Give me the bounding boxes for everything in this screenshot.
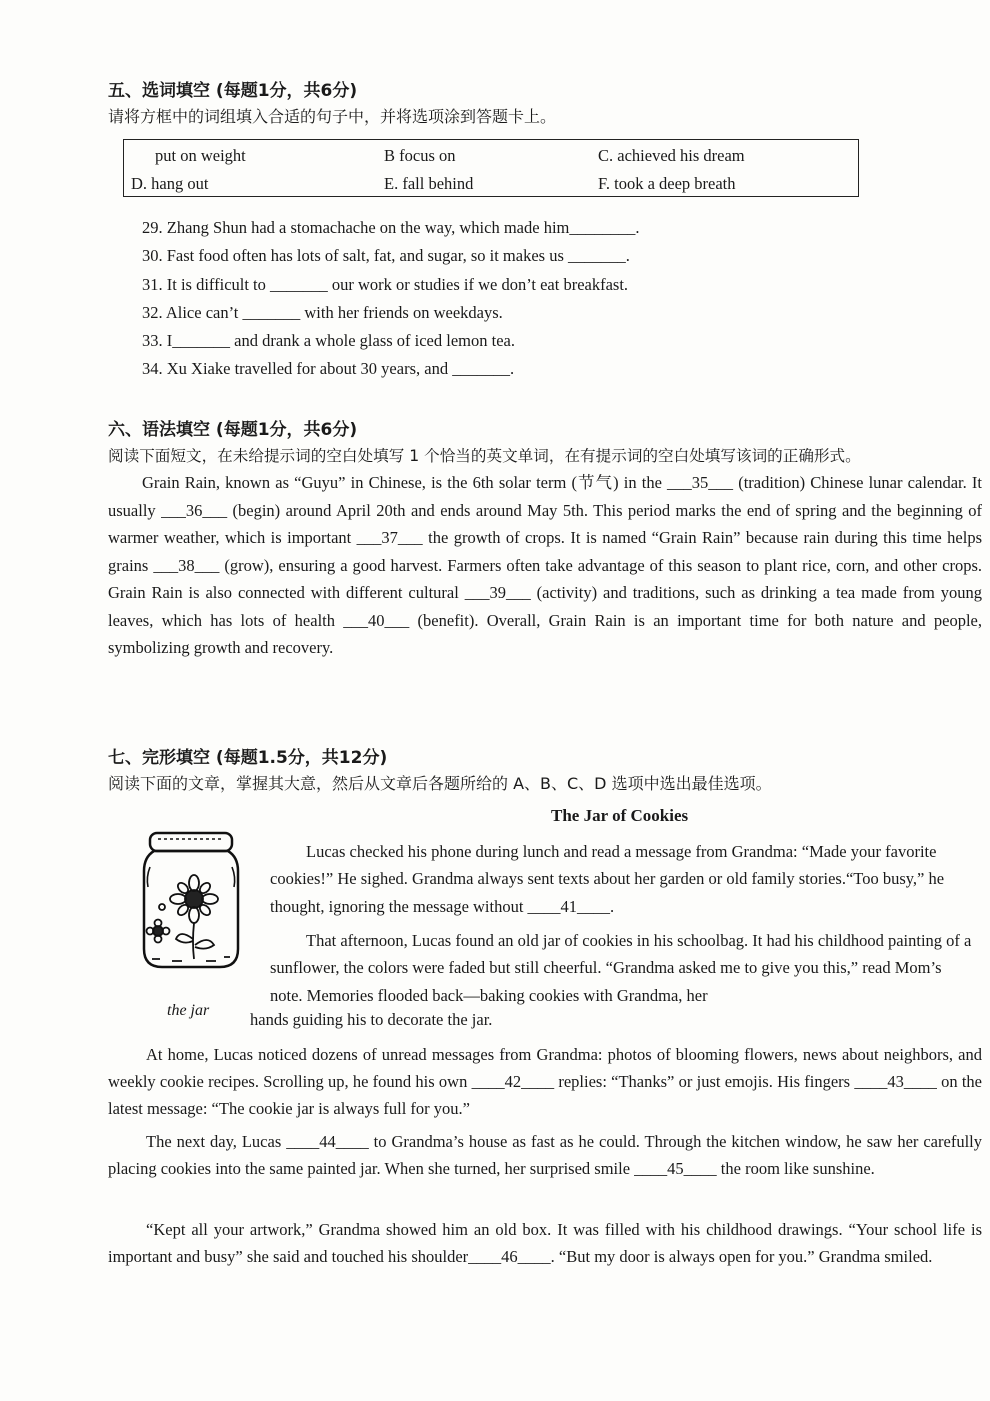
section5-instruction: 请将方框中的词组填入合适的句子中，并将选项涂到答题卡上。 <box>108 107 557 126</box>
paragraph-5: “Kept all your artwork,” Grandma showed him an old box. It was filled with his childhood drawings. “Your school life is important and busy” she said and touched his shoulder____46____. “But my door is always open for you.” Grandma smiled. <box>108 1220 982 1266</box>
question-31: 31. It is difficult to _______ our work or studies if we don’t eat breakfast. <box>142 275 629 294</box>
passage-title: The Jar of Cookies <box>551 806 689 825</box>
question-34: 34. Xu Xiake travelled for about 30 years, and _______. <box>142 359 515 378</box>
question-29: 29. Zhang Shun had a stomachache on the way, which made him________. <box>142 218 640 237</box>
cookie-jar-illustration <box>136 827 246 977</box>
section6-instruction: 阅读下面短文，在未给提示词的空白处填写 1 个恰当的英文单词，在有提示词的空白处填写该词的正确形式。 <box>108 447 861 465</box>
paragraph-1: Lucas checked his phone during lunch and read a message from Grandma: “Made your favorite cookies!” He sighed. Grandma always sent texts about her garden or old family stories.“Too busy,” he thought, ignoring the message without ____41____. <box>270 842 945 916</box>
paragraph-2: That afternoon, Lucas found an old jar of cookies in his schoolbag. It had his childhood painting of a sunflower, the colors were faded but still cheerful. “Grandma asked me to give you this,” read Mom’s note. Memories flooded back—baking cookies with Grandma, her <box>270 931 972 1005</box>
section5-heading: 五、选词填空 (每题1分，共6分) <box>108 81 358 101</box>
word-bank-option: B focus on <box>384 146 456 165</box>
question-30: 30. Fast food often has lots of salt, fat, and sugar, so it makes us _______. <box>142 246 630 265</box>
word-bank-option: D. hang out <box>131 174 209 193</box>
section7-instruction: 阅读下面的文章，掌握其大意，然后从文章后各题所给的 A、B、C、D 选项中选出最佳选项。 <box>108 774 772 793</box>
section6-heading: 六、语法填空 (每题1分，共6分) <box>108 420 358 440</box>
grain-rain-passage: Grain Rain, known as “Guyu” in Chinese, is the 6th solar term (节气) in the ___35___ (tradition) Chinese lunar calendar. It usually ___36___ (begin) around April 20th and ends around May 5th. This period marks the end of spring and the beginning of warmer weather, which is important ___37___ the growth of crops. It is named “Grain Rain” because rain during this time helps grains ___38___ (grow), ensuring a good harvest. Farmers often take advantage of this season to plant rice, corn, and other crops. Grain Rain is also connected with different cultural ___39___ (activity) and traditions, such as drinking a tea made from young leaves, which has lots of health ___40___ (benefit). Overall, Grain Rain is an important time for both nature and people, symbolizing growth and recovery. <box>108 473 982 657</box>
jar-caption: the jar <box>167 1002 210 1019</box>
paragraph-2-end: hands guiding his to decorate the jar. <box>250 1010 493 1029</box>
section7-heading: 七、完形填空 (每题1.5分，共12分) <box>108 748 388 768</box>
word-bank-option: put on weight <box>155 146 246 165</box>
word-bank-option: C. achieved his dream <box>598 146 745 165</box>
word-bank-option: F. took a deep breath <box>598 174 736 193</box>
paragraph-4: The next day, Lucas ____44____ to Grandma’s house as fast as he could. Through the kitchen window, he saw her carefully placing cookies into the same painted jar. When she turned, her surprised smile ____45____ the room like sunshine. <box>108 1132 982 1178</box>
question-33: 33. I_______ and drank a whole glass of iced lemon tea. <box>142 331 515 350</box>
paragraph-3: At home, Lucas noticed dozens of unread messages from Grandma: photos of blooming flowers, news about neighbors, and weekly cookie recipes. Scrolling up, he found his own ____42____ replies: “Thanks” or just emojis. His fingers ____43____ on the latest message: “The cookie jar is always full for you.” <box>108 1045 982 1118</box>
word-bank-option: E. fall behind <box>384 174 474 193</box>
question-32: 32. Alice can’t _______ with her friends on weekdays. <box>142 303 503 322</box>
